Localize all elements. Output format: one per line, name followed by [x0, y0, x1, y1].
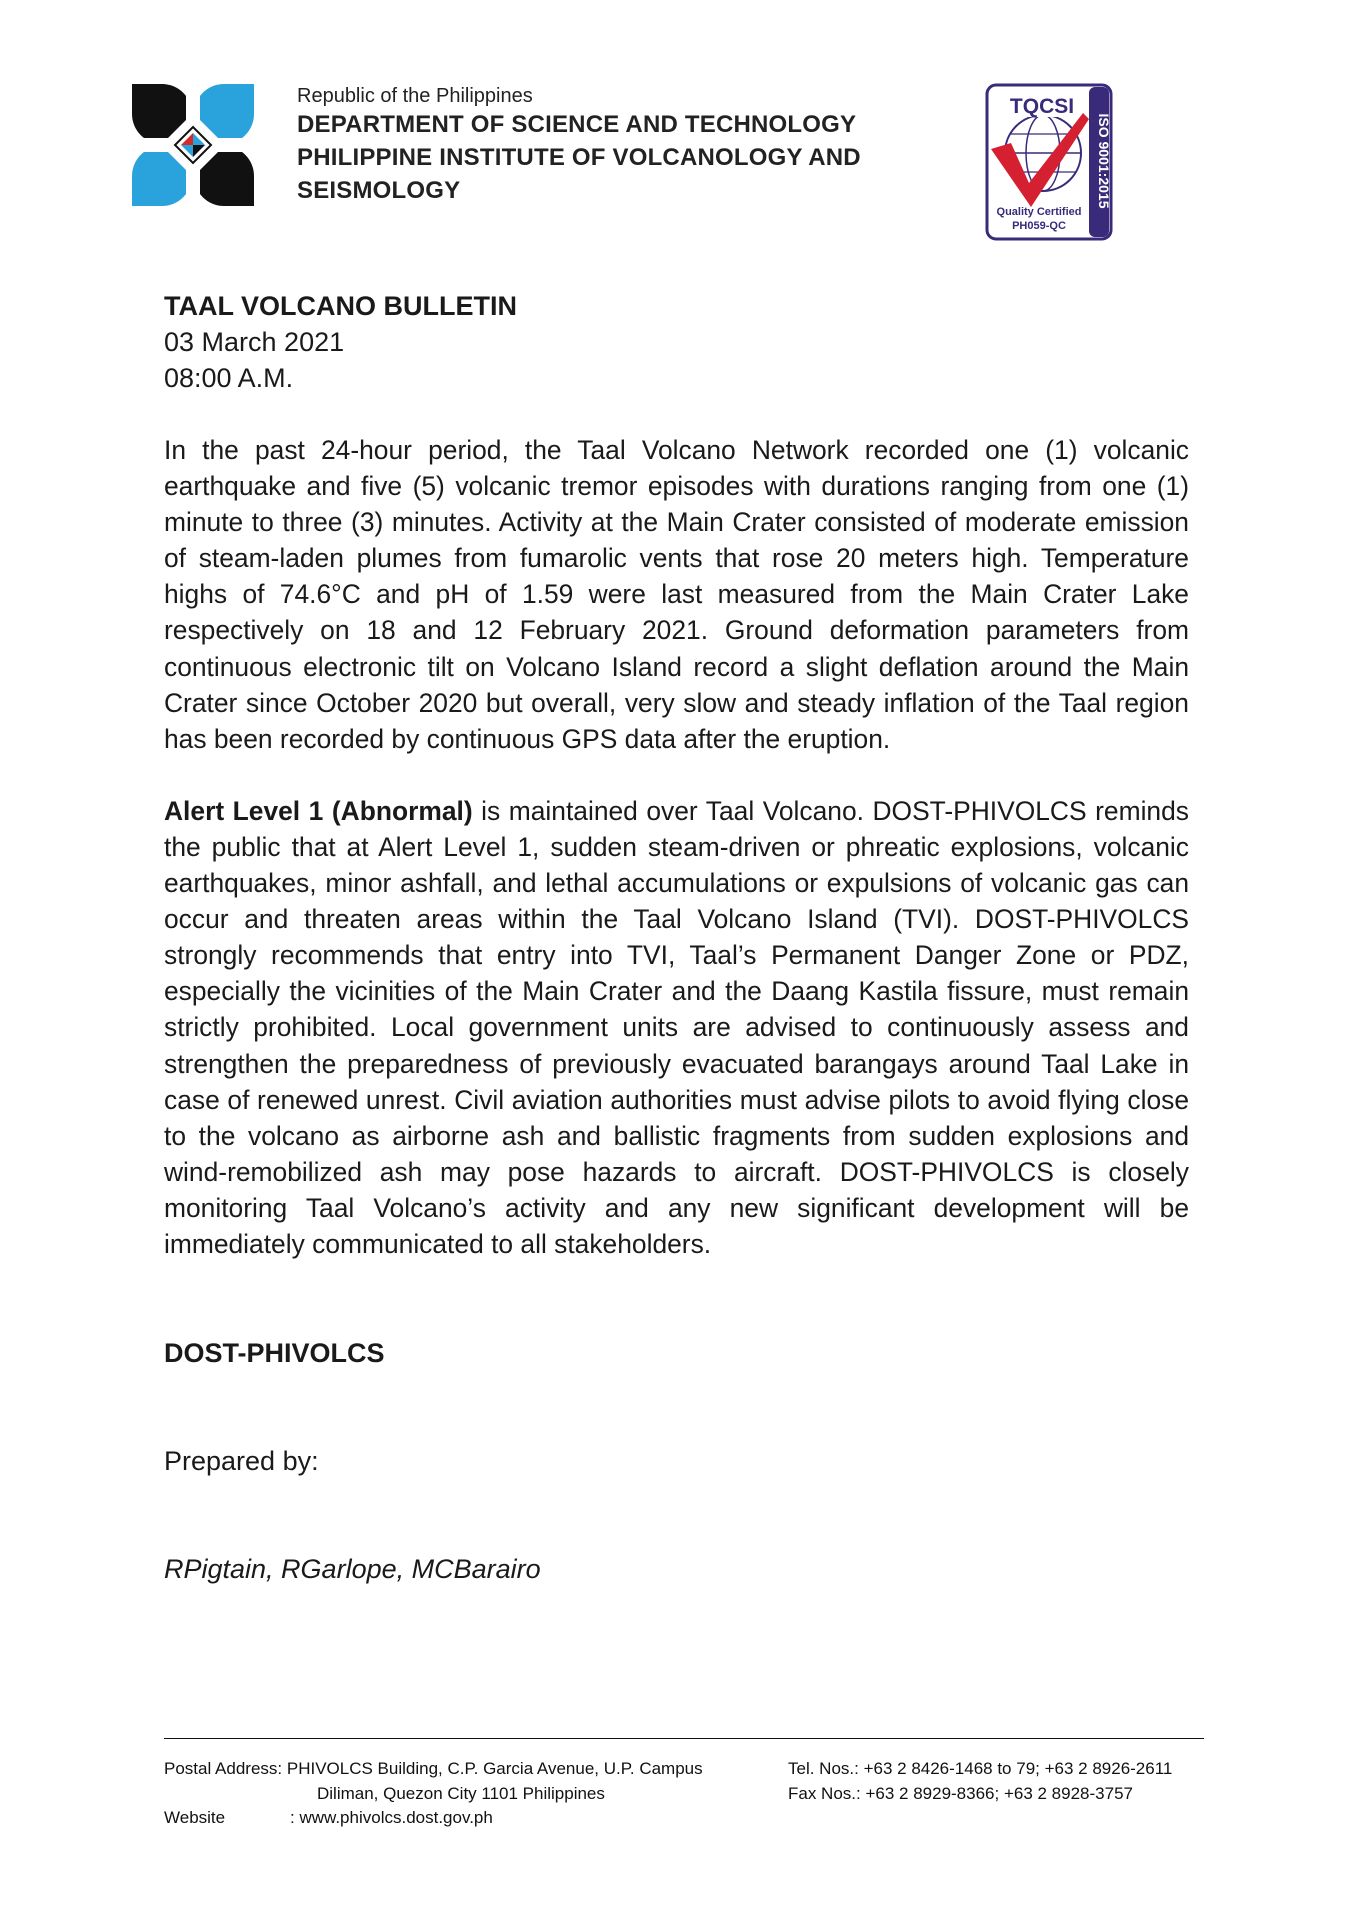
activity-paragraph: In the past 24-hour period, the Taal Volcano Network recorded one (1) volcanic earthquake and five (5) volcanic tremor episodes with durations ranging from one (1) minute to three (3) minutes. Activity at the Main Crater consisted of moderate emission of steam-laden plumes from fumarolic vents that rose 20 meters high. Temperature highs of 74.6°C and pH of 1.59 were last measured from the Main Crater Lake respectively on 18 and 12 February 2021. Ground deformation parameters from continuous electronic tilt on Volcano Island record a slight deflation around the Main Crater since October 2020 but overall, very slow and steady inflation of the Taal region has been recorded by continuous GPS data after the eruption.: [164, 435, 1189, 754]
postal-address-label: Postal Address:: [164, 1759, 283, 1778]
footer-divider: [164, 1738, 1204, 1739]
institute-name-line2: SEISMOLOGY: [297, 177, 461, 204]
alert-paragraph: [164, 793, 1189, 1262]
iso-certification-badge: [985, 83, 1113, 241]
authors: RPigtain, RGarlope, MCBarairo: [164, 1554, 541, 1585]
institute-name-line1: PHILIPPINE INSTITUTE OF VOLCANOLOGY AND: [297, 144, 861, 171]
department-name: DEPARTMENT OF SCIENCE AND TECHNOLOGY: [297, 111, 857, 138]
tqcsi-brand-text: TQCSI: [1009, 95, 1075, 118]
alert-paragraph-text: is maintained over Taal Volcano. DOST-PHIVOLCS reminds the public that at Alert Level 1, sudden steam-driven or phreatic explosions, volcanic earthquakes, minor ashfall, and lethal accumulations or expulsions of volcanic gas can occur and threaten areas within the Taal Volcano Island (TVI). DOST-PHIVOLCS strongly recommends that entry into TVI, Taal’s Permanent Danger Zone or PDZ, especially the vicinities of the Main Crater and the Daang Kastila fissure, must remain strictly prohibited. Local government units are advised to continuously assess and strengthen the preparedness of previously evacuated barangays around Taal Lake in case of renewed unrest. Civil aviation authorities must advise pilots to avoid flying close to the volcano as airborne ash and ballistic fragments from sudden explosions and wind-remobilized ash may pose hazards to aircraft. DOST-PHIVOLCS is closely monitoring Taal Volcano’s activity and any new significant development will be immediately communicated to all stakeholders.: [164, 795, 1189, 1259]
bulletin-title: TAAL VOLCANO BULLETIN: [164, 291, 517, 321]
republic-line: Republic of the Philippines: [297, 85, 533, 107]
alert-level-label: Alert Level 1 (Abnormal): [164, 795, 473, 826]
website-label: Website: [164, 1808, 226, 1827]
bulletin-body: [164, 288, 1189, 1587]
prepared-by-label: Prepared by:: [164, 1446, 319, 1477]
iso-standard-text: ISO 9001:2015: [1096, 113, 1112, 209]
footer-address: [164, 1757, 784, 1831]
dost-logo: [131, 83, 255, 207]
quality-certified-text: Quality Certified: [996, 206, 1082, 218]
footer-contacts: [788, 1757, 1208, 1806]
bulletin-time: 08:00 A.M.: [164, 363, 294, 393]
letterhead: [297, 84, 861, 207]
telephone-numbers: Tel. Nos.: +63 2 8426-1468 to 79; +63 2 8926-2611: [788, 1759, 1173, 1778]
agency-signature: DOST-PHIVOLCS: [164, 1338, 385, 1369]
postal-address-line1: PHIVOLCS Building, C.P. Garcia Avenue, U.P. Campus: [286, 1759, 703, 1778]
bulletin-date: 03 March 2021: [164, 327, 345, 357]
fax-numbers: Fax Nos.: +63 2 8929-8366; +63 2 8928-3757: [788, 1783, 1133, 1803]
certificate-code-text: PH059-QC: [1012, 220, 1066, 232]
website-link[interactable]: : www.phivolcs.dost.gov.ph: [290, 1808, 493, 1827]
postal-address-line2: Diliman, Quezon City 1101 Philippines: [317, 1783, 605, 1803]
